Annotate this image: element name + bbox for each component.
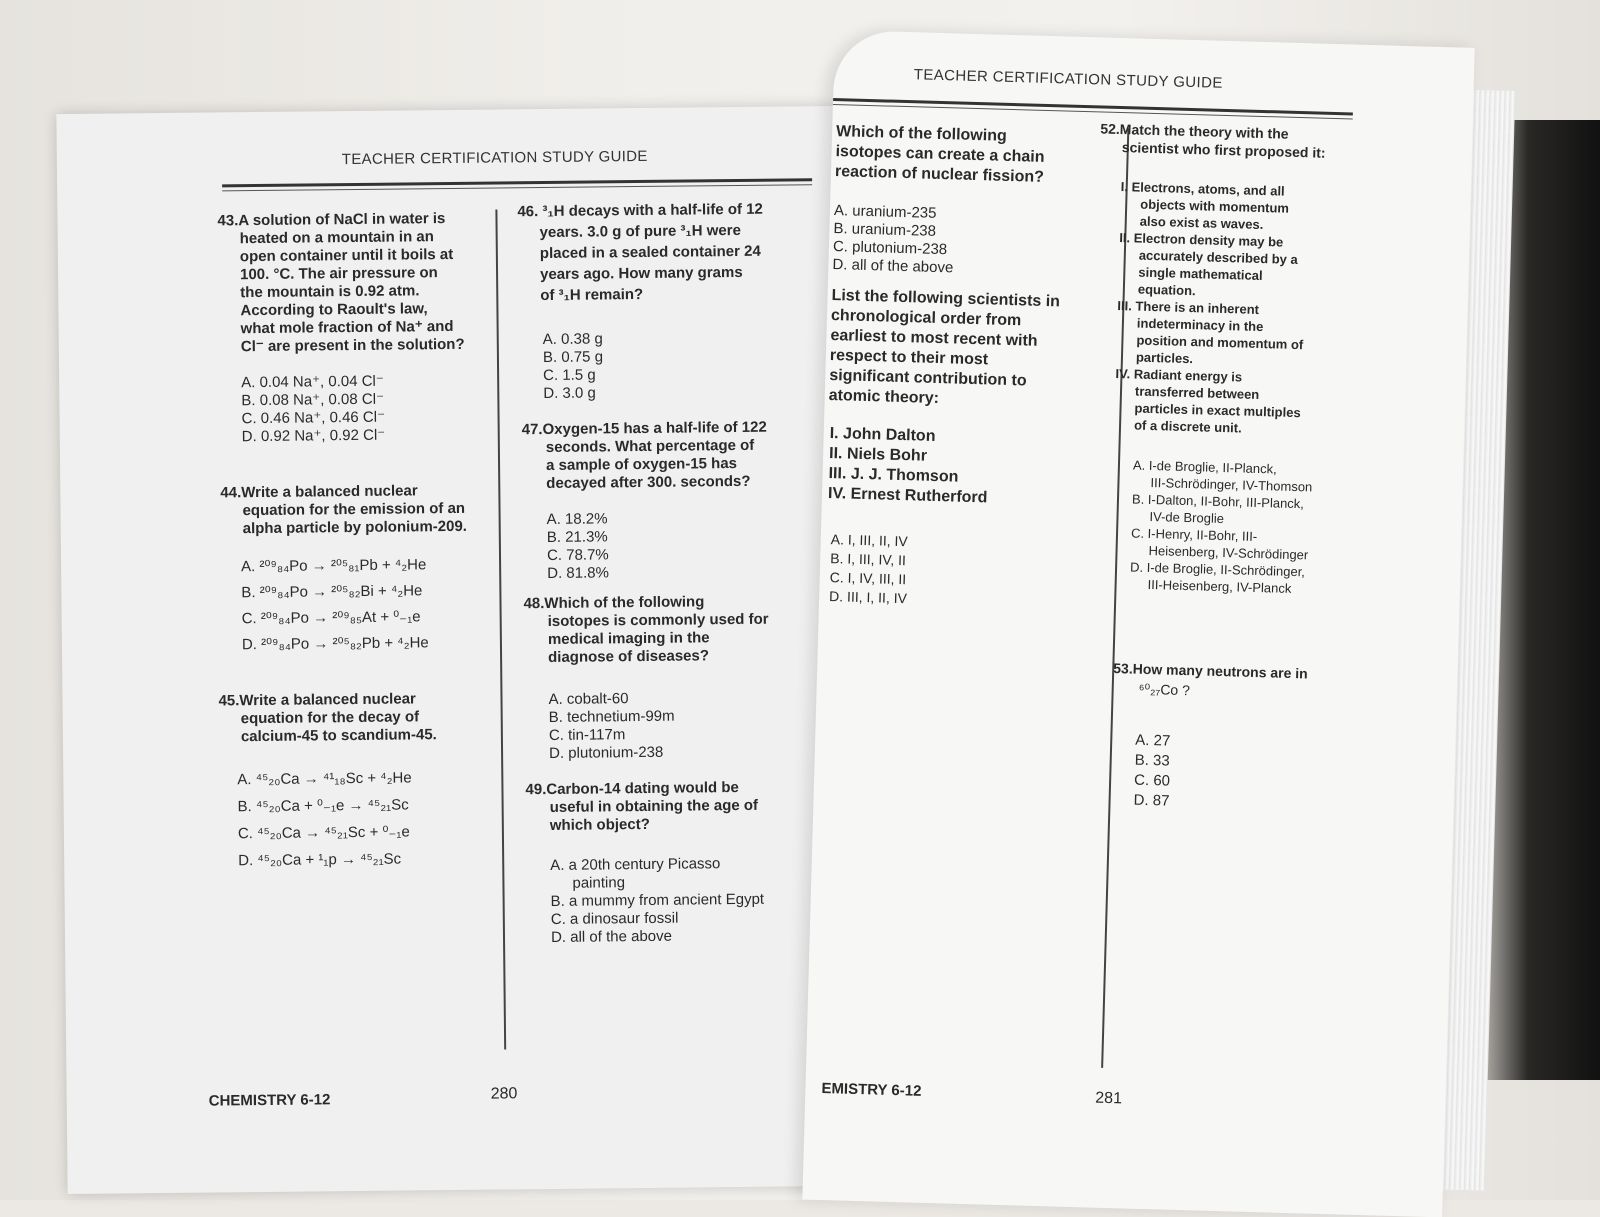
question-52 [1100,119,1327,161]
option-b-continued: IV-de Broglie [1149,508,1225,527]
stem-line: A solution of NaCl in water is [238,210,446,230]
stem-line: Write a balanced nuclear [241,482,418,502]
option-b: B. technetium-99m [548,707,675,726]
q50-options [832,202,955,277]
option-letter: C. [241,610,257,628]
option-c: C. 0.46 Na⁺, 0.46 Cl⁻ [241,408,386,428]
option-d: D. 81.8% [547,564,609,582]
option-c-continued: Heisenberg, IV-Schrödinger [1148,542,1309,563]
stem-line: respect to their most [829,346,989,369]
page-number-right: 281 [1095,1089,1123,1108]
stem-line: useful in obtaining the age of [549,796,759,816]
scientist-item: IV. Ernest Rutherford [827,484,988,507]
question-number: 45. [218,692,240,710]
option-c [242,604,429,632]
question-number: 47. [521,421,543,439]
option-b: B. uranium-238 [833,220,937,240]
option-b: B. a mummy from ancient Egypt [550,890,765,910]
theory-line: II. Electron density may be [1119,230,1284,250]
stem-line: significant contribution to [829,366,1027,390]
option-c: C. I-Henry, II-Bohr, III- [1130,525,1258,544]
option-b: B. I, III, IV, II [830,550,907,569]
scientist-item: III. J. J. Thomson [828,464,959,486]
stem-line: Carbon-14 dating would be [546,779,739,799]
option-a: A. I, III, II, IV [830,531,909,550]
nuclear-equation: ⁴⁵₂₀Ca + ¹₁p → ⁴⁵₂₁Sc [257,850,402,870]
stem-line: chronological order from [830,307,1022,330]
stem-line: years ago. How many grams [539,263,743,284]
footer-subject-left: CHEMISTRY 6-12 [208,1091,331,1110]
question-number: 43. [217,212,239,230]
nuclide-symbol: ⁶⁰₂₇Co ? [1138,680,1191,699]
right-page [802,30,1474,1217]
stem-line: equation for the emission of an [242,499,466,520]
option-b [237,791,412,820]
question-number: 52. [1100,120,1121,137]
stem-line: years. 3.0 g of pure ³₁H were [539,221,741,242]
option-letter: B. [237,798,252,816]
option-a [237,764,412,793]
option-letter: D. [238,852,254,870]
option-b: B. 21.3% [546,528,608,547]
stem-line: scientist who first proposed it: [1121,139,1326,161]
option-a-continued: III-Schrödinger, IV-Thomson [1150,474,1313,495]
option-a: A. cobalt-60 [548,690,629,708]
page-number-left: 280 [490,1085,518,1103]
option-c: C. I, IV, III, II [829,569,907,588]
stem-line: Which of the following [835,123,1007,145]
question-50 [835,122,1046,188]
column-divider [495,210,505,1050]
nuclear-equation: ²⁰⁹₈₄Po → ²⁰⁵₈₁Pb + ⁴₂He [259,556,427,576]
theory-line: IV. Radiant energy is [1115,365,1243,385]
q53-options [1133,731,1171,812]
nuclear-equation: ²⁰⁹₈₄Po → ²⁰⁵₈₂Bi + ⁴₂He [259,582,423,602]
option-a: A. 0.38 g [542,330,603,349]
question-46 [517,198,798,306]
nuclear-equation: ⁴⁵₂₀Ca → ⁴⁵₂₁Sc + ⁰₋₁e [256,823,410,843]
option-letter: D. [241,636,258,654]
stem-line: isotopes is commonly used for [547,610,769,630]
scientist-item: II. Niels Bohr [828,445,928,465]
theory-line: equation. [1137,281,1196,299]
q52-theories [1114,178,1321,438]
question-44 [220,482,491,539]
stem-line: earliest to most recent with [830,326,1038,350]
option-letter: C. [237,825,254,843]
q45-options [237,764,412,874]
stem-line: seconds. What percentage of [545,436,755,457]
footer-subject-right: EMISTRY 6-12 [821,1080,922,1100]
q43-options [241,373,385,446]
stem-line: How many neutrons are in [1132,660,1308,682]
q46-options [543,330,604,403]
option-d [242,630,429,658]
theory-line: transferred between [1134,383,1260,402]
option-c: C. plutonium-238 [832,238,948,259]
stem-line: Which of the following [544,593,705,613]
stem-line: which object? [549,815,650,834]
option-a: A. 18.2% [546,510,608,529]
option-b: B. I-Dalton, II-Bohr, III-Planck, [1131,491,1305,512]
option-d: D. I-de Broglie, II-Schrödinger, [1129,559,1306,580]
stem-line: ³₁H decays with a half-life of 12 [542,200,763,221]
option-a: A. uranium-235 [833,202,937,222]
option-b [241,578,428,606]
stem-line: decayed after 300. seconds? [546,472,751,493]
option-d: D. III, I, II, IV [828,588,908,607]
option-b: B. 33 [1134,751,1170,770]
option-d: D. all of the above [832,256,954,277]
q47-options [547,510,609,583]
theory-line: indeterminacy in the [1136,315,1264,335]
stem-line: medical imaging in the [547,629,710,648]
option-letter: B. [241,584,256,602]
option-d: D. 3.0 g [543,384,596,403]
stem-line: placed in a sealed container 24 [539,242,761,263]
theory-line: I. Electrons, atoms, and all [1120,179,1285,199]
option-a: A. 27 [1135,731,1171,750]
running-head-right: TEACHER CERTIFICATION STUDY GUIDE [913,66,1223,92]
option-c: C. 1.5 g [543,366,596,385]
theory-line: also exist as waves. [1139,213,1264,233]
option-c: C. a dinosaur fossil [550,909,679,928]
nuclear-equation: ²⁰⁹₈₄Po → ²⁰⁹₈₅At + ⁰₋₁e [260,608,421,627]
stem-line: open container until it boils at [239,245,454,266]
question-48 [523,592,804,667]
stem-line: Cl⁻ are present in the solution? [240,335,465,356]
stem-line: Oxygen-15 has a half-life of 122 [542,418,767,439]
stem-line: According to Raoult's law, [240,300,428,320]
stem-line: List the following scientists in [831,287,1061,311]
option-a [241,552,428,580]
stem-line: 100. °C. The air pressure on [239,264,438,284]
option-d-continued: III-Heisenberg, IV-Planck [1147,576,1292,596]
option-d: D. 87 [1133,791,1170,810]
option-d: D. 0.92 Na⁺, 0.92 Cl⁻ [241,426,386,446]
q48-options [548,690,675,763]
q52-options [1129,456,1323,597]
nuclear-equation: ⁴⁵₂₀Ca + ⁰₋₁e → ⁴⁵₂₁Sc [255,796,409,816]
q51-options [829,530,909,608]
theory-line: of a discrete unit. [1133,417,1242,436]
stem-line: Write a balanced nuclear [239,690,416,710]
stem-line: heated on a mountain in an [239,228,434,248]
option-c: C. 60 [1133,771,1171,790]
question-49 [525,778,806,835]
stem-line: calcium-45 to scandium-45. [240,726,437,746]
question-number: 46. [517,203,539,221]
left-page [56,106,847,1194]
stem-line: atomic theory: [828,386,940,408]
option-letter: A. [237,771,252,789]
theory-line: single mathematical [1138,264,1263,284]
option-a: A. I-de Broglie, II-Planck, [1132,457,1277,477]
q51-scientist-list [828,424,990,508]
option-c: C. tin-117m [548,726,626,744]
nuclear-equation: ⁴⁵₂₀Ca → ⁴¹₁₈Sc + ⁴₂He [255,769,412,789]
stem-line: diagnose of diseases? [547,647,710,666]
option-c [238,818,413,847]
question-51 [828,286,1060,412]
theory-line: III. There is an inherent [1117,297,1260,317]
question-number: 48. [523,595,545,613]
stem-line: equation for the decay of [240,708,420,728]
question-number: 53. [1113,660,1133,677]
theory-line: particles. [1135,349,1194,367]
question-number: 44. [220,484,242,502]
option-d: D. all of the above [550,927,673,946]
theory-line: position and momentum of [1136,332,1304,353]
stem-line: of ³₁H remain? [540,285,644,305]
option-b: B. 0.75 g [542,348,604,367]
stem-line: reaction of nuclear fission? [834,163,1045,186]
q49-options [550,855,764,947]
stem-line: a sample of oxygen-15 has [545,455,738,475]
question-45 [218,690,489,747]
question-number: 49. [525,781,547,799]
theory-line: particles in exact multiples [1134,400,1301,421]
scientist-item: I. John Dalton [829,425,936,445]
option-a: A. a 20th century Picasso [550,855,721,874]
question-53 [1112,658,1308,703]
option-d: D. plutonium-238 [549,743,664,762]
option-d [238,845,413,874]
stem-line: what mole fraction of Na⁺ and [240,317,454,338]
stem-line: the mountain is 0.92 atm. [240,282,420,302]
question-47 [522,418,803,493]
nuclear-equation: ²⁰⁹₈₄Po → ²⁰⁵₈₂Pb + ⁴₂He [261,634,429,653]
option-a: A. 0.04 Na⁺, 0.04 Cl⁻ [241,372,384,392]
stem-line: Match the theory with the [1119,120,1289,142]
stem-line: alpha particle by polonium-209. [242,517,468,538]
running-head-left: TEACHER CERTIFICATION STUDY GUIDE [341,147,648,169]
option-b: B. 0.08 Na⁺, 0.08 Cl⁻ [241,390,385,410]
theory-line: objects with momentum [1140,196,1290,216]
option-a-continued: painting [572,874,626,892]
stem-line: isotopes can create a chain [835,143,1045,166]
option-c: C. 78.7% [546,546,609,564]
q44-options [241,552,429,658]
option-letter: A. [241,558,256,576]
question-43 [217,210,488,357]
theory-line: accurately described by a [1138,247,1298,268]
